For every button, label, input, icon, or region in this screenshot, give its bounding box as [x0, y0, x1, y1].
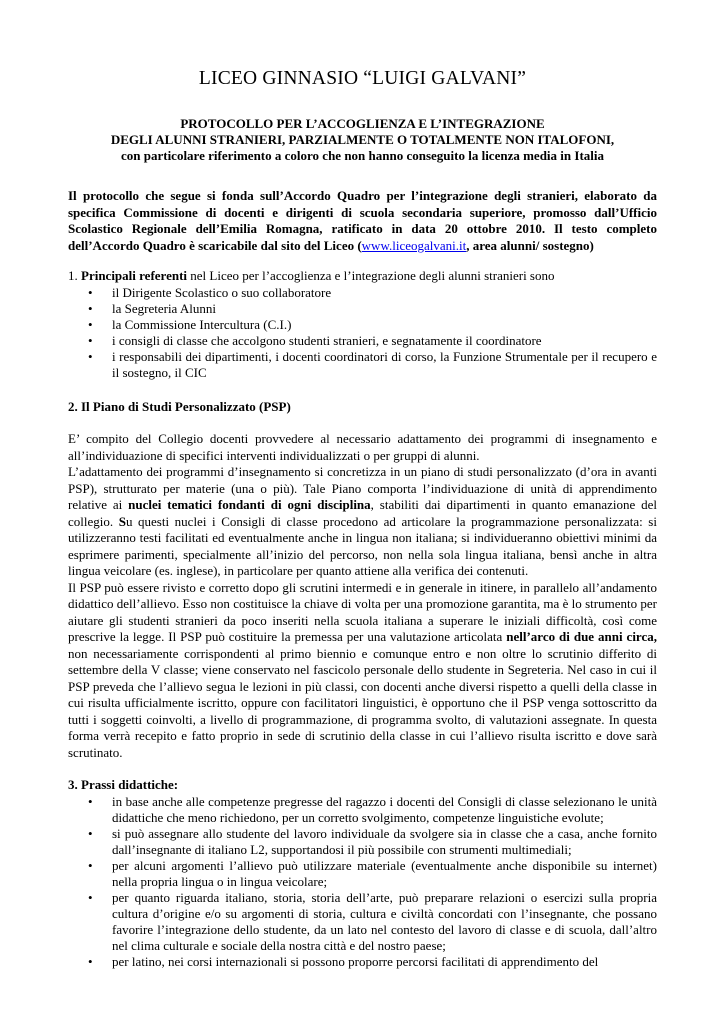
list-item: • si può assegnare allo studente del lavoro individuale da svolgere sia in classe che a casa, anche fornito dall’insegnante di italiano L2, supportandosi il più possibile con strumenti multimediali;: [88, 825, 657, 857]
referents-list: [68, 285, 657, 381]
list-item: • per quanto riguarda italiano, storia, storia dell’arte, può preparare relazioni o esercizi sulla propria cultura d’origine e/o su argomenti di storia, cultura e civiltà concordati con l’insegnante, che possano favorire l’integrazione dello studente, da un lato nel contesto del lavoro di classe e di scuola, dall’altro nel clima culturale e sociale della nostra città e del nostro paese;: [88, 889, 657, 953]
section-1-number: 1: [68, 268, 75, 283]
section-2-paragraph-1: E’ compito del Collegio docenti provvedere al necessario adattamento dei programmi di insegnamento e all’individuazione di specifici interventi individualizzati o per gruppi di alunni.: [68, 431, 657, 463]
section-2-title: 2. Il Piano di Studi Personalizzato (PSP): [68, 398, 291, 414]
intro-paragraph: [68, 188, 657, 254]
section-3-title: 3. Prassi didattiche:: [68, 777, 179, 792]
subtitle-line-2: DEGLI ALUNNI STRANIERI, PARZIALMENTE O TOTALMENTE NON ITALOFONI,: [110, 132, 615, 147]
list-item: • per latino, nei corsi internazionali si possono proporre percorsi facilitati di apprendimento del: [88, 953, 599, 969]
intro-text-end: , area alunni/ sostegno): [466, 237, 594, 253]
subtitle-line-1: PROTOCOLLO PER L’ACCOGLIENZA E L’INTEGRAZIONE: [180, 116, 545, 131]
intro-text: Il protocollo che segue si fonda sull’Accordo Quadro per l’integrazione degli stranieri, elaborato da specifica Commissione di docenti e dirigenti di scuola secondaria superiore, promosso dall’Ufficio Scolastico Regionale dell’Emilia Romagna, ratificato in data 20 ottobre 2010. Il testo completo dell’Accordo Quadro è scaricabile dal sito del Liceo (: [68, 188, 657, 253]
emphasis-nuclei: nuclei tematici fondanti di ogni disciplina: [128, 497, 371, 512]
section-1-lead: nel Liceo per l’accoglienza e l’integrazione degli alunni stranieri sono: [187, 268, 555, 283]
subtitle-line-3: con particolare riferimento a coloro che non hanno conseguito la licenza media in Italia: [120, 148, 604, 163]
emphasis-two-years: nell’arco di due anni circa,: [506, 629, 657, 644]
protocol-subtitle: [68, 116, 657, 164]
didactic-practices-list: [68, 794, 657, 970]
list-item: • in base anche alle competenze pregresse del ragazzo i docenti del Consigli di classe selezionano le unità didattiche che meno richiedono, per un corretto svolgimento, competenze linguistiche evolute;: [88, 793, 657, 825]
list-item: • la Commissione Intercultura (C.I.): [88, 316, 292, 332]
section-1-title: Principali referenti: [81, 268, 188, 283]
list-item: • la Segreteria Alunni: [88, 300, 216, 316]
section-2-paragraph-3: Il PSP può essere rivisto e corretto dopo gli scrutini intermedi e in generale in itinere, in parallelo all’andamento didattico dell’allievo. Esso non costituisce la chiave di volta per una promozione garantita, ma è lo strumento per aiutare gli studenti stranieri da poco inseriti nella scuola italiana a superare le iniziali difficoltà, così come prescrive la legge. Il PSP può costituire la premessa per una valutazione articolata nell’arco di due anni circa, non necessariamente corrispondenti al primo biennio e comunque entro e non oltre lo scrutinio differito di settembre della V classe; viene conservato nel fascicolo personale dello studente in Segreteria. Nel caso in cui il PSP preveda che l’allievo segua le lezioni in più classi, con docenti anche diversi rispetto a quelli della classe in cui risulta ufficialmente iscritto, oppure con facilitatori linguistici, è opportuno che il PSP venga sottoscritto da tutti i soggetti coinvolti, a livello di programmazione, di programma svolto, di valutazioni assegnate. In questa forma verrà recepito e fatto proprio in sede di scrutinio della classe in cui l’allievo risulta iscritto e dove sarà scrutinato.: [68, 579, 657, 760]
list-item: • per alcuni argomenti l’allievo può utilizzare materiale (eventualmente anche disponibile su internet) nella propria lingua o in lingua veicolare;: [88, 857, 657, 889]
list-item: • il Dirigente Scolastico o suo collaboratore: [88, 284, 332, 300]
school-title: LICEO GINNASIO “LUIGI GALVANI”: [198, 68, 527, 89]
list-item: • i responsabili dei dipartimenti, i docenti coordinatori di corso, la Funzione Strumentale per il recupero e il sostegno, il CIC: [88, 348, 657, 380]
section-2-paragraph-2: L’adattamento dei programmi d’insegnamento si concretizza in un piano di studi personalizzato (d’ora in avanti PSP), strutturato per materie (una o più). Tale Piano comporta l’individuazione di unità di apprendimento relative ai nuclei tematici fondanti di ogni disciplina, stabiliti dai dipartimenti in quanto emanazione del collegio. Su questi nuclei i Consigli di classe procedono ad articolare la programmazione personalizzata: si utilizzeranno testi facilitati ed eventualmente anche in lingua non italiana; si individueranno obiettivi minimi da esprimere parimenti, specialmente all’inizio del percorso, non nella sola lingua italiana, bensì anche in altra lingua veicolare (es. inglese), in particolare per quanto attiene alla verifica dei contenuti.: [68, 464, 658, 578]
liceo-website-link[interactable]: www.liceogalvani.it: [361, 237, 467, 253]
list-item: • i consigli di classe che accolgono studenti stranieri, e segnatamente il coordinatore: [88, 332, 542, 348]
section-1-heading: 1. Principali referenti nel Liceo per l’accoglienza e l’integrazione degli alunni stranieri sono: [68, 268, 555, 283]
